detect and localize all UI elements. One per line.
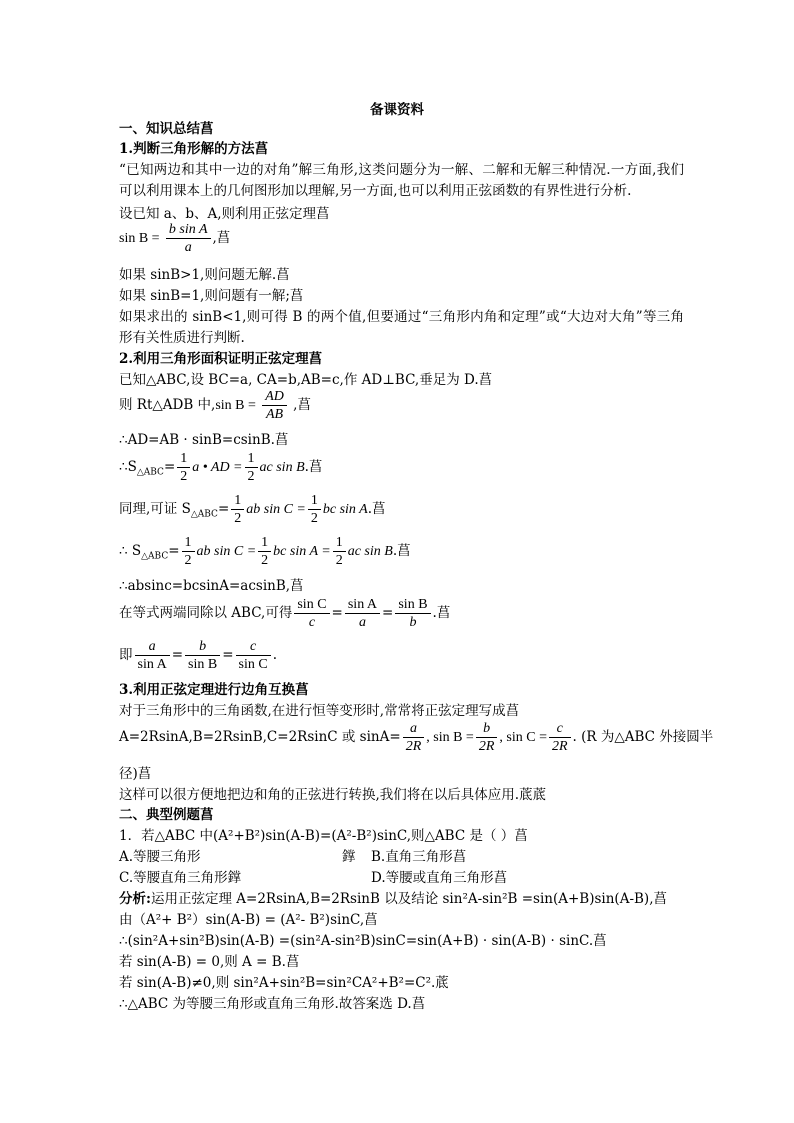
ie-prefix: 即 <box>119 647 133 663</box>
same-term-1: ab sin C = <box>246 502 306 517</box>
s3-prefix: ∴ S <box>119 543 142 559</box>
numerator-b: b <box>185 638 220 656</box>
half-fraction <box>258 534 271 569</box>
half-denominator: 2 <box>234 511 242 526</box>
numerator-c: c <box>549 720 571 738</box>
ad-line: ∴AD=AB · sinB=csinB.菖 <box>119 432 289 448</box>
analysis-label: 分析: <box>119 891 151 907</box>
solution-step-3: 若 sin(A-B) = 0,则 A = B.菖 <box>119 954 300 970</box>
law-tail: . (R 为△ABC 外接圆半 <box>572 729 714 745</box>
sub3-heading: 3.利用正弦定理进行边角互换菖 <box>119 682 309 698</box>
denominator-c: c <box>308 615 316 630</box>
s-subscript: △ABC <box>190 509 218 520</box>
known-line: 已知△ABC,设 BC=a, CA=b,AB=c,作 AD⊥BC,垂足为 D.菖 <box>119 372 493 388</box>
half-fraction <box>182 534 195 569</box>
fraction-c-2R <box>549 720 571 755</box>
half-fraction <box>177 450 190 485</box>
section2-heading: 二、典型例题菖 <box>119 807 214 823</box>
numerator-sinA: sin A <box>345 596 380 614</box>
options-row-1 <box>119 847 684 867</box>
half-fraction <box>231 492 244 527</box>
fraction-sinC-c <box>294 596 329 631</box>
s3-tail: .菖 <box>392 543 411 559</box>
half-denominator: 2 <box>335 553 343 568</box>
area-term-1: a • AD = <box>192 460 243 475</box>
formula-sinB <box>119 221 684 261</box>
numerator-a: a <box>403 720 425 738</box>
analysis-line <box>119 889 684 909</box>
s-subscript: △ABC <box>136 467 164 478</box>
equals-sign: = <box>171 647 183 663</box>
fraction-b-2R <box>476 720 498 755</box>
divide-line <box>119 596 684 636</box>
denominator-b: b <box>409 615 417 630</box>
same-prefix: 同理,可证 S <box>119 501 191 517</box>
rt-tail: ,菖 <box>288 397 311 413</box>
equals-sign: = <box>163 459 176 475</box>
formula-fraction <box>166 221 211 256</box>
half-denominator: 2 <box>180 469 188 484</box>
solution-step-4: 若 sin(A-B)≠0,则 sin²A+sin²B=sin²CA²+B²=C².菧 <box>119 975 449 991</box>
options-row-2 <box>119 868 684 888</box>
solution-step-2: ∴(sin²A+sin²B)sin(A-B) =(sin²A-sin²B)sinC=sin(A+B) · sin(A-B) · sinC.菖 <box>119 933 607 949</box>
denominator-a: a <box>358 615 366 630</box>
s-prefix: ∴S <box>119 459 137 475</box>
section1-heading: 一、知识总结菖 <box>119 121 214 137</box>
denominator-sinA: sin A <box>137 657 167 672</box>
numerator-a: a <box>135 638 170 656</box>
option-a-mark: 鐣 <box>342 849 356 865</box>
same-tail: .菖 <box>367 501 386 517</box>
equals-sign: = <box>168 543 180 559</box>
law-of-sines-line <box>119 638 684 678</box>
equals-sign: = <box>331 605 343 621</box>
equals-sign: = <box>222 647 234 663</box>
ie-tail: . <box>272 647 277 663</box>
paragraph-1: “已知两边和其中一边的对角”解三角形,这类问题分为一解、二解和无解三种情况.一方面,我们可以利用课本上的几何图形加以理解,另一方面,也可以利用正弦函数的有界性进行分析. <box>119 162 684 199</box>
half-numerator: 1 <box>177 450 190 468</box>
s3-term-1: ab sin C = <box>196 544 257 559</box>
fraction-denominator: a <box>184 240 192 255</box>
s3-term-2: bc sin A = <box>273 544 331 559</box>
half-denominator: 2 <box>247 469 255 484</box>
half-denominator: 2 <box>261 553 269 568</box>
numerator-sinB: sin B <box>395 596 430 614</box>
fraction-c-sinC <box>236 638 271 673</box>
option-b: B.直角三角形菖 <box>371 849 467 865</box>
rt-denominator: AB <box>266 407 284 422</box>
case-2: 如果 sinB=1,则问题有一解;菖 <box>119 288 304 304</box>
option-a: A.等腰三角形 <box>119 849 201 865</box>
paragraph-3: 对于三角形中的三角函数,在进行恒等变形时,常常将正弦定理写成菖 <box>119 703 520 719</box>
question-1: 1．若△ABC 中(A²+B²)sin(A-B)=(A²-B²)sinC,则△ABC 是（ ）菖 <box>119 828 528 844</box>
formula-tail: ,菖 <box>212 230 231 246</box>
case-3: 如果求出的 sinB<1,则可得 B 的两个值,但要通过“三角形内角和定理”或“大边对大角”等三角形有关性质进行判断. <box>119 309 684 346</box>
rt-numerator: AD <box>262 388 287 406</box>
half-numerator: 1 <box>231 492 244 510</box>
option-c: C.等腰直角三角形鐣 <box>119 870 242 886</box>
fraction-sinA-a <box>345 596 380 631</box>
option-d: D.等腰或直角三角形菖 <box>371 870 508 886</box>
s-subscript: △ABC <box>141 551 169 562</box>
half-denominator: 2 <box>184 553 192 568</box>
fraction-numerator: b sin A <box>166 221 211 239</box>
rt-lhs: sin B = <box>215 398 256 413</box>
rt-prefix: 则 Rt△ADB 中, <box>119 397 216 413</box>
half-denominator: 2 <box>310 511 318 526</box>
half-numerator: 1 <box>245 450 258 468</box>
law-forms-line <box>119 720 754 760</box>
equals-sign: = <box>382 605 394 621</box>
page-title: 备课资料 <box>370 102 424 118</box>
s3-term-3: ac sin B <box>347 544 393 559</box>
analysis-text: 运用正弦定理 A=2RsinA,B=2RsinB 以及结论 sin²A-sin²B =sin(A+B)sin(A-B),菖 <box>150 891 667 907</box>
rt-fraction <box>262 388 287 423</box>
same-term-2: bc sin A <box>322 502 368 517</box>
half-numerator: 1 <box>333 534 346 552</box>
area-term-2: ac sin B <box>259 460 305 475</box>
solution-conclusion: ∴△ABC 为等腰三角形或直角三角形.故答案选 D.菖 <box>119 996 426 1012</box>
divide-prefix: 在等式两端同除以 ABC,可得 <box>119 605 293 621</box>
law-prefix: A=2RsinA,B=2RsinB,C=2RsinC 或 sinA= <box>119 729 401 745</box>
area-line-1 <box>119 450 684 490</box>
law-sinC: , sin C = <box>499 730 547 745</box>
paragraph-4: 这样可以很方便地把边和角的正弦进行转换,我们将在以后具体应用.菧菧 <box>119 787 547 803</box>
solution-step-1: 由（A²+ B²）sin(A-B) = (A²- B²)sinC,菖 <box>119 912 378 928</box>
fraction-sinB-b <box>395 596 430 631</box>
area-line-2 <box>119 492 684 532</box>
half-fraction <box>245 450 258 485</box>
denominator-2R: 2R <box>478 739 495 754</box>
sub2-heading: 2.利用三角形面积证明正弦定理菖 <box>119 351 323 367</box>
fraction-a-sinA <box>135 638 170 673</box>
half-numerator: 1 <box>308 492 321 510</box>
fraction-a-2R <box>403 720 425 755</box>
denominator-2R: 2R <box>551 739 568 754</box>
area-tail: .菖 <box>304 459 323 475</box>
numerator-sinC: sin C <box>294 596 329 614</box>
case-1: 如果 sinB>1,则问题无解.菖 <box>119 267 290 283</box>
denominator-sinB: sin B <box>188 657 218 672</box>
equals-sign: = <box>217 501 230 517</box>
half-numerator: 1 <box>182 534 195 552</box>
half-fraction <box>333 534 346 569</box>
denominator-sinC: sin C <box>238 657 268 672</box>
sub1-heading: 1.判断三角形解的方法菖 <box>119 141 269 157</box>
area-line-3 <box>119 534 684 574</box>
fraction-b-sinB <box>185 638 220 673</box>
numerator-b: b <box>476 720 498 738</box>
half-fraction <box>308 492 321 527</box>
half-numerator: 1 <box>258 534 271 552</box>
law-continuation: 径)菖 <box>119 766 152 782</box>
formula-lhs: sin B = <box>119 231 160 246</box>
divide-tail: .菖 <box>432 605 451 621</box>
equality-line: ∴absinc=bcsinA=acsinB,菖 <box>119 578 304 594</box>
denominator-2R: 2R <box>405 739 422 754</box>
law-sinB: , sin B = <box>426 730 474 745</box>
given-line: 设已知 a、b、A,则利用正弦定理菖 <box>119 206 330 222</box>
rt-line <box>119 388 684 428</box>
numerator-c: c <box>236 638 271 656</box>
